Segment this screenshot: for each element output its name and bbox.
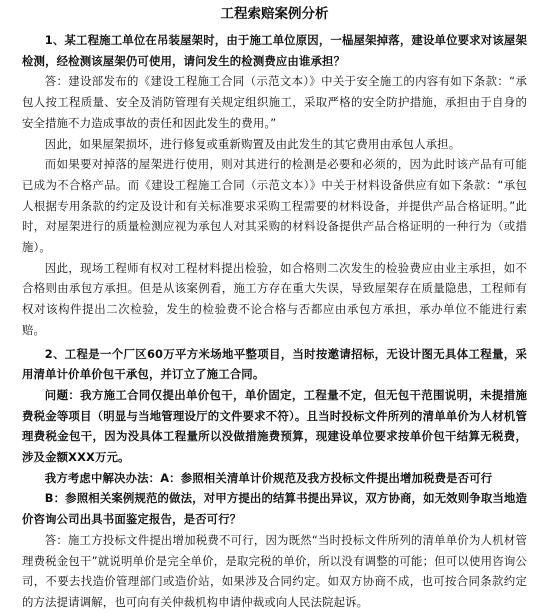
case-2-question: 2、工程是一个厂区60万平方米场地平整项目，当时按邀请招标，无设计图无具体工程量，采用清单计价单价包干承包，并订立了施工合同。 <box>22 346 527 382</box>
case-2-option-b: B：参照相关案例规范的做法，对甲方提出的结算书提出异议，双方协商，如无效则争取当地造价咨询公司出具书面鉴定报告，是否可行？ <box>22 491 527 527</box>
case-1-final: 因此，现场工程师有权对工程材料提出检验，如合格则二次发生的检验费应由业主承担，如不合格则由承包方承担。但是从该案例看，施工方存在重大失误，导致屋架存在质量隐患，工程师有权对该构件提出二次检验，发生的检验费不论合格与否都应由承包方承担，承办单位不能进行索赔。 <box>22 260 527 337</box>
case-2-answer: 答：施工方投标文件提出增加税费不可行，因为既然“当时投标文件所列的清单单价为人机材管理费税金包干”就说明单价是完全单价，是取完税的单价，所以没有调整的可能；但可以使用咨询公司，不要去找造价管理部门或造价站，如果涉及合同约定。如双方协商不成，也可按合同条款约定的方法提请调解，也可向有关仲裁机构申请仲裁或向人民法院起诉。 <box>22 532 527 609</box>
case-1-conclusion: 因此，如果屋架损坏，进行修复或重新购置及由此发生的其它费用由承包人承担。 <box>44 136 461 151</box>
case-1-question: 1、某工程施工单位在吊装屋架时，由于施工单位原因，一榀屋架掉落，建设单位要求对该屋架检测，经检测该屋架仍可使用，请问发生的检测费应由谁承担？ <box>22 33 527 68</box>
case-1-analysis: 而如果要对掉落的屋架进行使用，则对其进行的检测是必要和必须的，因为此时该产品有可能已成为不合格产品。而《建设工程施工合同（示范文本）》中关于材料设备供应有如下条款：“承包人根据专用条款的约定及设计和有关标准要求采购工程需要的材料设备，并提供产品合格证明。”此时，对屋架进行的质量检测应视为承包人对其采购的材料设备提供产品合格证明的一种行为（或措施）。 <box>22 157 527 255</box>
case-2-problem: 问题：我方施工合同仅提出单价包干，单价固定，工程量不定，但无包干范围说明，未提措施费税金等项目（明显与当地管理设厅的文件要求不符）。且当时投标文件所列的清单单价为人材机管理费税金包干，因为没具体工程量所以没做措施费预算，现建设单位要求按单价包干结算无税费，涉及金额XXX万元。 <box>22 387 527 465</box>
document-title: 工程索赔案例分析 <box>220 6 329 22</box>
case-2-option-a: 我方考虑中解决办法：A：参照相关清单计价规范及我方投标文件提出增加税费是否可行 <box>44 470 493 485</box>
case-1-answer: 答：建设部发布的《建设工程施工合同（示范文本）》中关于安全施工的内容有如下条款：“承包人按工程质量、安全及消防管理有关规定组织施工，采取严格的安全防护措施，承担由于自身的安全措施不力造成事故的责任和因此发生的费用。” <box>22 74 527 130</box>
